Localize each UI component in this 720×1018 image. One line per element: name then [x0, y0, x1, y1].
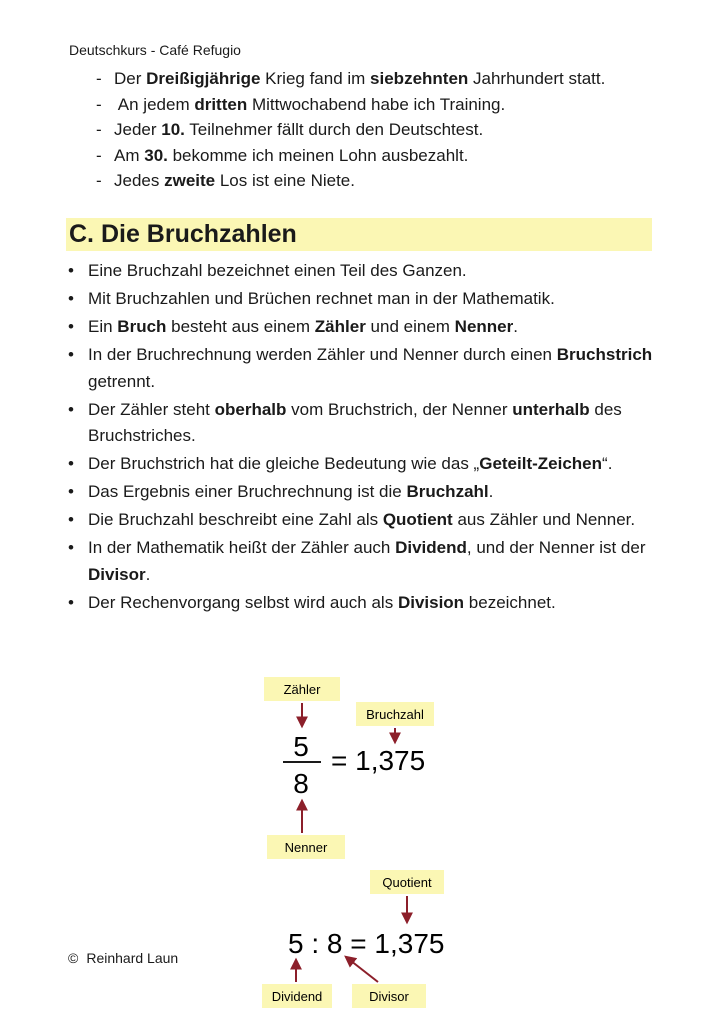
division-equation: 5 : 8 = 1,375 — [288, 928, 445, 959]
text-segment: Der Bruchstrich hat die gleiche Bedeutung wie das „ — [88, 454, 480, 473]
bold-term: unterhalb — [512, 399, 590, 419]
footer-author: Reinhard Laun — [86, 950, 179, 966]
dash-marker: - — [96, 120, 102, 139]
bullet-dot: • — [68, 482, 74, 501]
bold-term: siebzehnten — [370, 69, 469, 88]
denominator: 8 — [293, 768, 309, 799]
text-segment: vom Bruchstrich, der Nenner — [286, 399, 513, 419]
text-segment: Los ist eine Niete. — [215, 171, 355, 190]
text-segment: , und der Nenner ist der — [466, 538, 646, 557]
bold-term: Quotient — [382, 510, 453, 529]
bold-term: Bruch — [117, 317, 167, 336]
bullet-dot: • — [68, 289, 74, 308]
bold-term: dritten — [194, 94, 248, 114]
bullet-dot: • — [68, 399, 74, 419]
label-zaehler: Zähler — [283, 682, 321, 697]
dash-marker: - — [96, 69, 102, 88]
text-segment: bezeichnet. — [464, 592, 556, 612]
text-segment: besteht aus einem — [166, 317, 315, 336]
bold-term: Bruchzahl — [406, 482, 489, 501]
bold-term: Division — [397, 592, 465, 612]
text-segment: Die Bruchzahl beschreibt eine Zahl als — [88, 510, 383, 529]
text-segment: . — [513, 317, 518, 336]
bullet-dot: • — [68, 345, 74, 364]
text-segment: Ein — [88, 317, 118, 336]
dash-marker: - — [96, 94, 102, 114]
bullet-dot: • — [68, 592, 74, 612]
label-divisor: Divisor — [369, 989, 409, 1004]
text-segment: In der Bruchrechnung werden Zähler und Nenner durch einen — [88, 345, 557, 364]
text-segment: Der Zähler steht — [88, 399, 215, 419]
bullet-dot: • — [68, 510, 74, 529]
text-segment: Am — [114, 145, 145, 165]
bold-term: Geteilt-Zeichen — [479, 454, 603, 473]
text-segment: Mit Bruchzahlen und Brüchen rechnet man in der Mathematik. — [88, 289, 555, 308]
text-segment: In der Mathematik heißt der Zähler auch — [88, 538, 396, 557]
numerator: 5 — [293, 731, 309, 762]
text-segment: Jedes — [114, 171, 165, 190]
bullet-dot: • — [68, 538, 74, 557]
page-header: Deutschkurs - Café Refugio — [69, 42, 241, 58]
bold-term: Divisor — [88, 564, 146, 584]
bold-term: Bruchstrich — [556, 345, 653, 364]
dash-marker: - — [96, 171, 102, 190]
section-title: C. Die Bruchzahlen — [66, 218, 652, 251]
label-quotient: Quotient — [382, 875, 432, 890]
text-segment: An jedem — [114, 94, 195, 114]
text-segment: Mittwochabend habe ich Training. — [247, 94, 506, 114]
text-segment: . — [145, 564, 151, 584]
text-segment: Krieg fand im — [260, 69, 371, 88]
text-segment: Der — [114, 69, 147, 88]
bold-term: zweite — [164, 171, 216, 190]
text-segment: Der Rechenvorgang selbst wird auch als — [88, 592, 398, 612]
text-segment: getrennt. — [88, 371, 156, 391]
text-segment: und einem — [365, 317, 455, 336]
bullet-dot: • — [68, 454, 74, 473]
text-segment: Jeder — [114, 120, 162, 139]
bold-term: Dividend — [395, 538, 467, 557]
bold-term: 10. — [161, 120, 185, 139]
bullet-dot: • — [68, 261, 74, 280]
page-footer — [68, 950, 178, 966]
label-nenner: Nenner — [284, 840, 328, 855]
bold-term: Dreißigjährige — [146, 69, 261, 88]
text-segment: “. — [602, 454, 613, 473]
copyright-symbol: © — [68, 950, 79, 966]
text-segment: bekomme ich meinen Lohn ausbezahlt. — [167, 145, 469, 165]
text-segment: . — [488, 482, 494, 501]
bold-term: Nenner — [454, 317, 514, 336]
label-bruchzahl: Bruchzahl — [366, 707, 424, 722]
text-segment: Das Ergebnis einer Bruchrechnung ist die — [88, 482, 407, 501]
dash-marker: - — [96, 145, 102, 165]
text-segment: des Bruchstriches. — [88, 399, 622, 445]
text-segment: Jahrhundert statt. — [468, 69, 606, 88]
bold-term: Zähler — [314, 317, 366, 336]
arrow-divisor — [346, 957, 378, 982]
bullet-dot: • — [68, 317, 74, 336]
fraction-result: = 1,375 — [331, 745, 426, 776]
text-segment: aus Zähler und Nenner. — [452, 510, 636, 529]
bold-term: oberhalb — [214, 399, 287, 419]
label-dividend: Dividend — [271, 989, 323, 1004]
text-segment: Eine Bruchzahl bezeichnet einen Teil des Ganzen. — [88, 261, 467, 280]
bold-term: 30. — [144, 145, 168, 165]
text-segment: Teilnehmer fällt durch den Deutschtest. — [184, 120, 484, 139]
